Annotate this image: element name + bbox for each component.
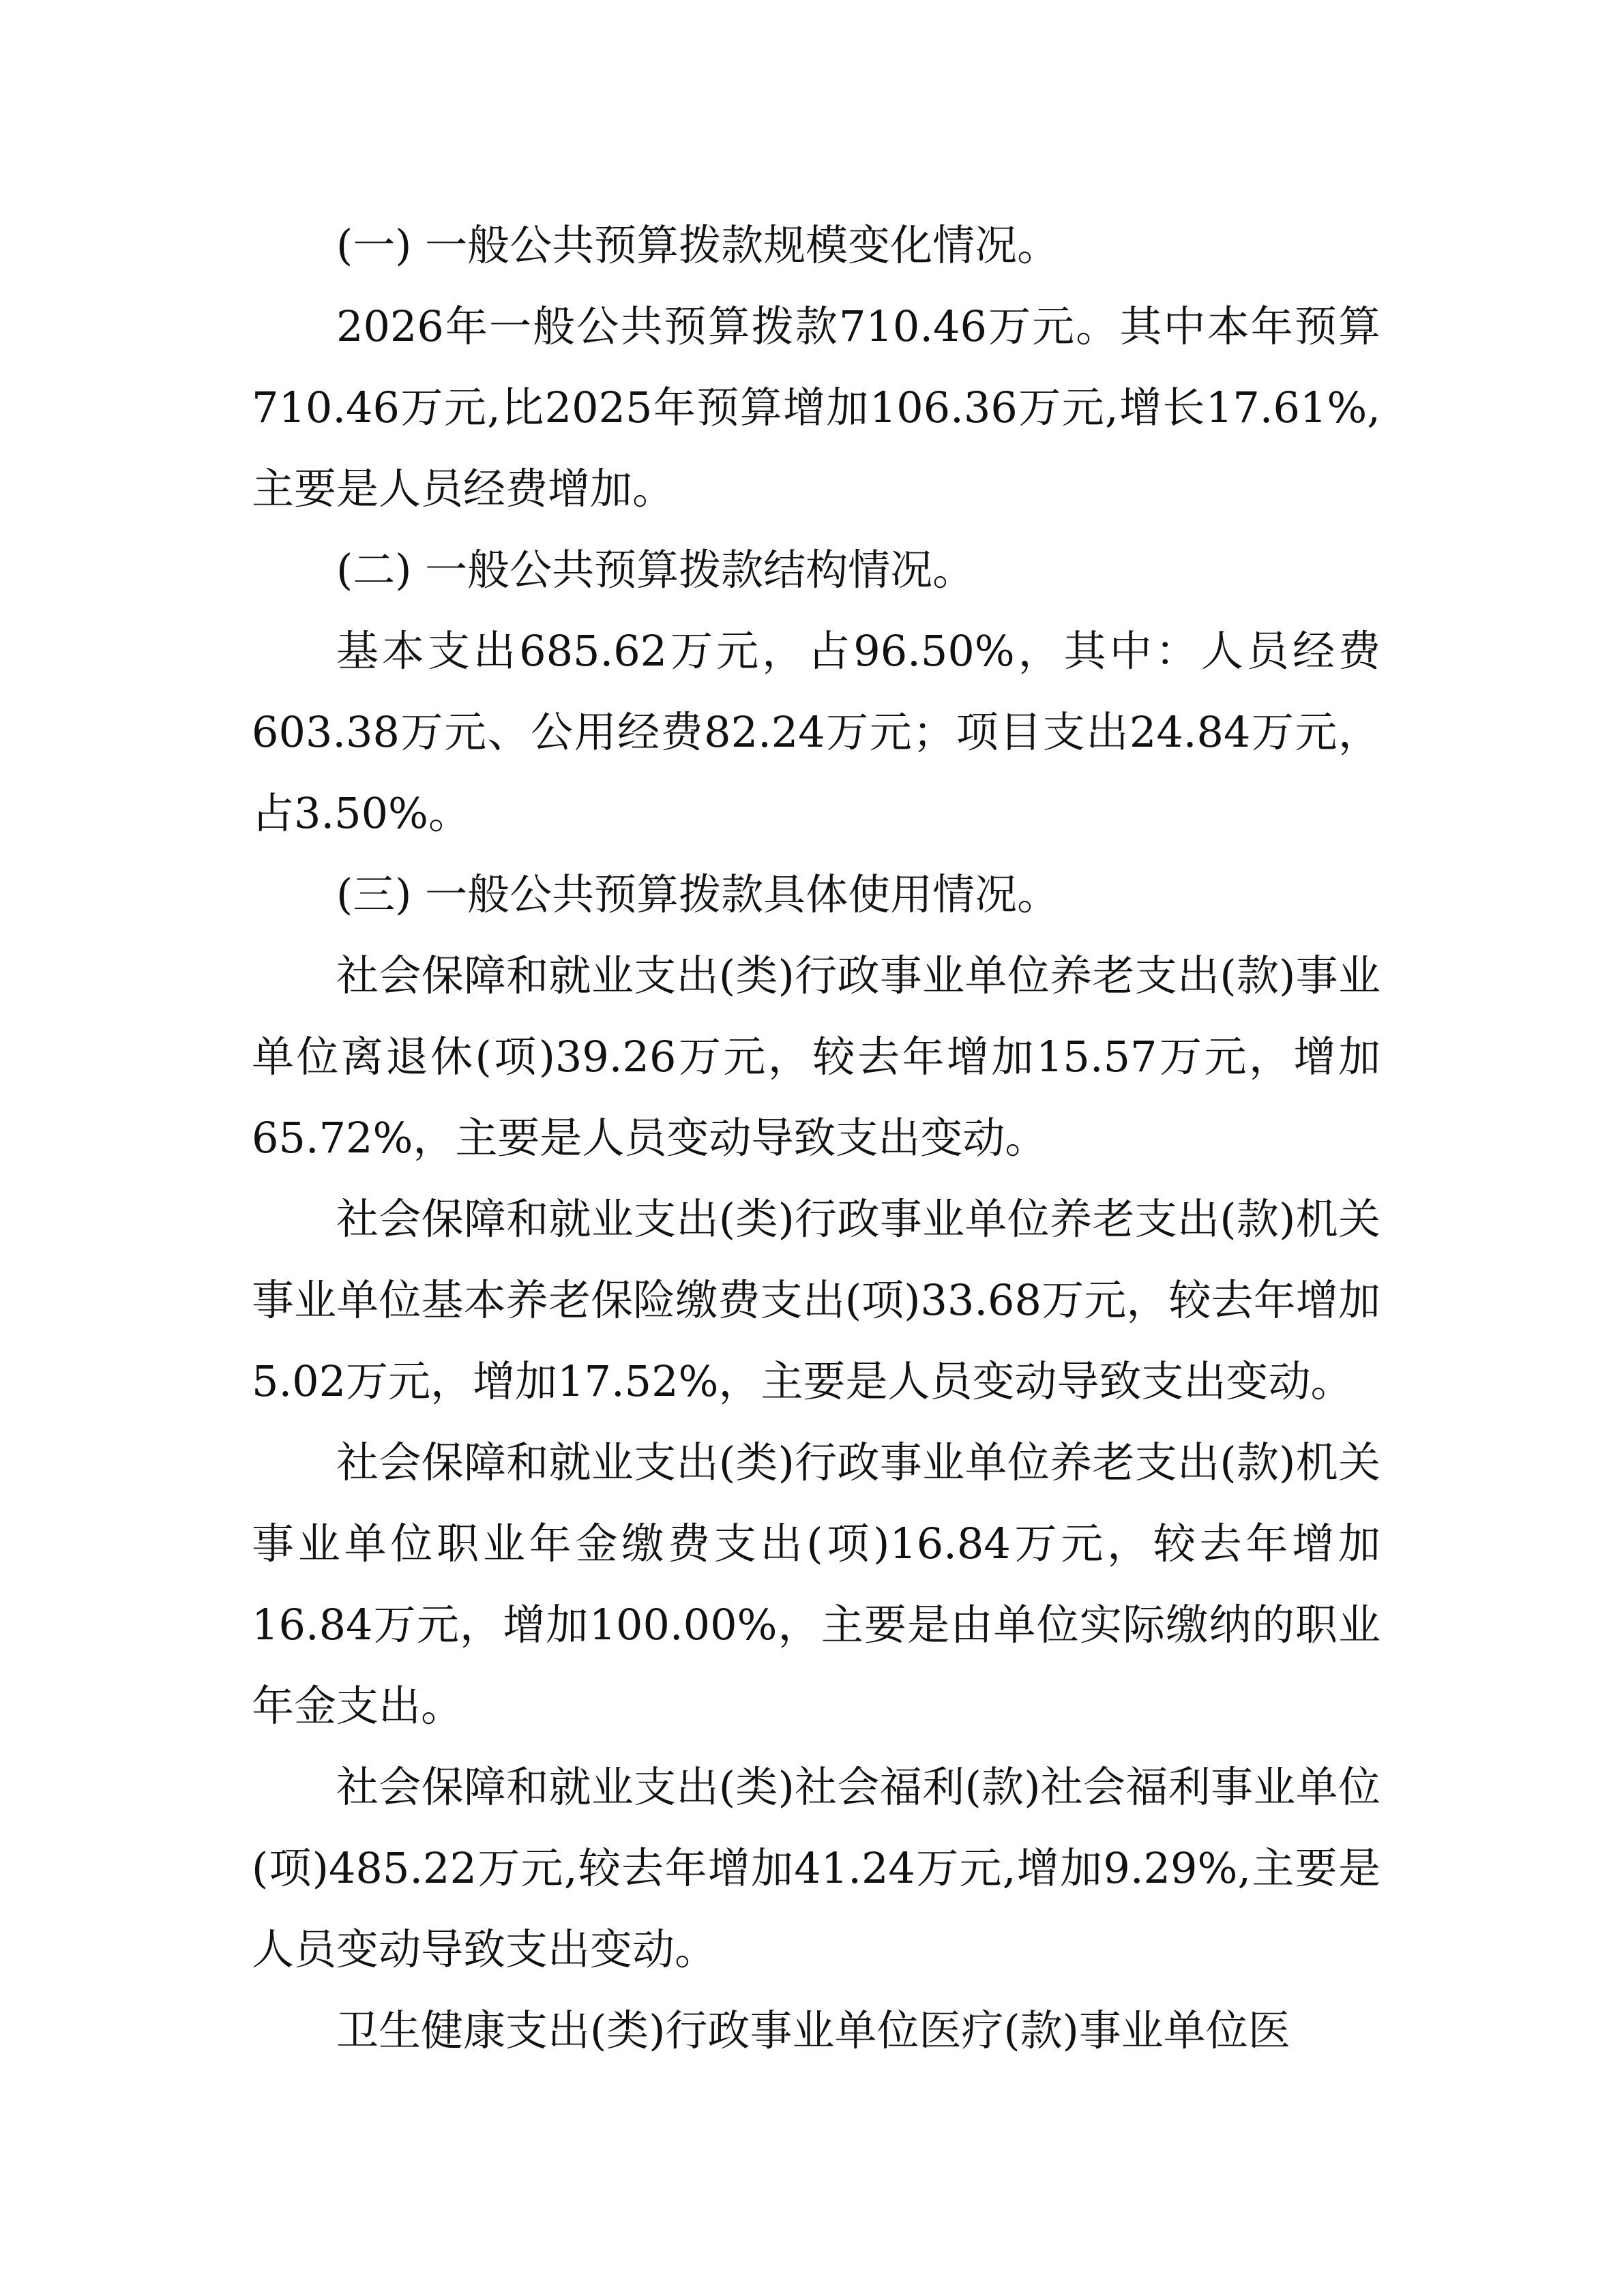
document-body: [252, 205, 1381, 2071]
paragraph-budget-structure: 基本支出685.62万元，占96.50%，其中：人员经费603.38万元、公用经费82.24万元；项目支出24.84万元，占3.50%。: [252, 626, 1381, 838]
section-heading-1: (一) 一般公共预算拨款规模变化情况。: [336, 220, 1060, 270]
paragraph-pension-insurance: 社会保障和就业支出(类)行政事业单位养老支出(款)机关事业单位基本养老保险缴费支出(项)33.68万元，较去年增加5.02万元，增加17.52%，主要是人员变动导致支出变动。: [252, 1194, 1381, 1406]
paragraph-retirement: 社会保障和就业支出(类)行政事业单位养老支出(款)事业单位离退休(项)39.26万元，较去年增加15.57万元，增加65.72%，主要是人员变动导致支出变动。: [252, 951, 1381, 1163]
section-heading-2: (二) 一般公共预算拨款结构情况。: [336, 545, 975, 595]
paragraph-occupational-annuity: 社会保障和就业支出(类)行政事业单位养老支出(款)机关事业单位职业年金缴费支出(项)16.84万元，较去年增加16.84万元，增加100.00%，主要是由单位实际缴纳的职业年金支出。: [252, 1437, 1381, 1731]
paragraph-social-welfare: 社会保障和就业支出(类)社会福利(款)社会福利事业单位(项)485.22万元,较去年增加41.24万元,增加9.29%,主要是人员变动导致支出变动。: [252, 1762, 1381, 1974]
paragraph-budget-scale: 2026年一般公共预算拨款710.46万元。其中本年预算710.46万元,比2025年预算增加106.36万元,增长17.61%,主要是人员经费增加。: [252, 301, 1381, 513]
section-heading-3: (三) 一般公共预算拨款具体使用情况。: [336, 869, 1060, 919]
paragraph-health: 卫生健康支出(类)行政事业单位医疗(款)事业单位医: [336, 2006, 1290, 2055]
